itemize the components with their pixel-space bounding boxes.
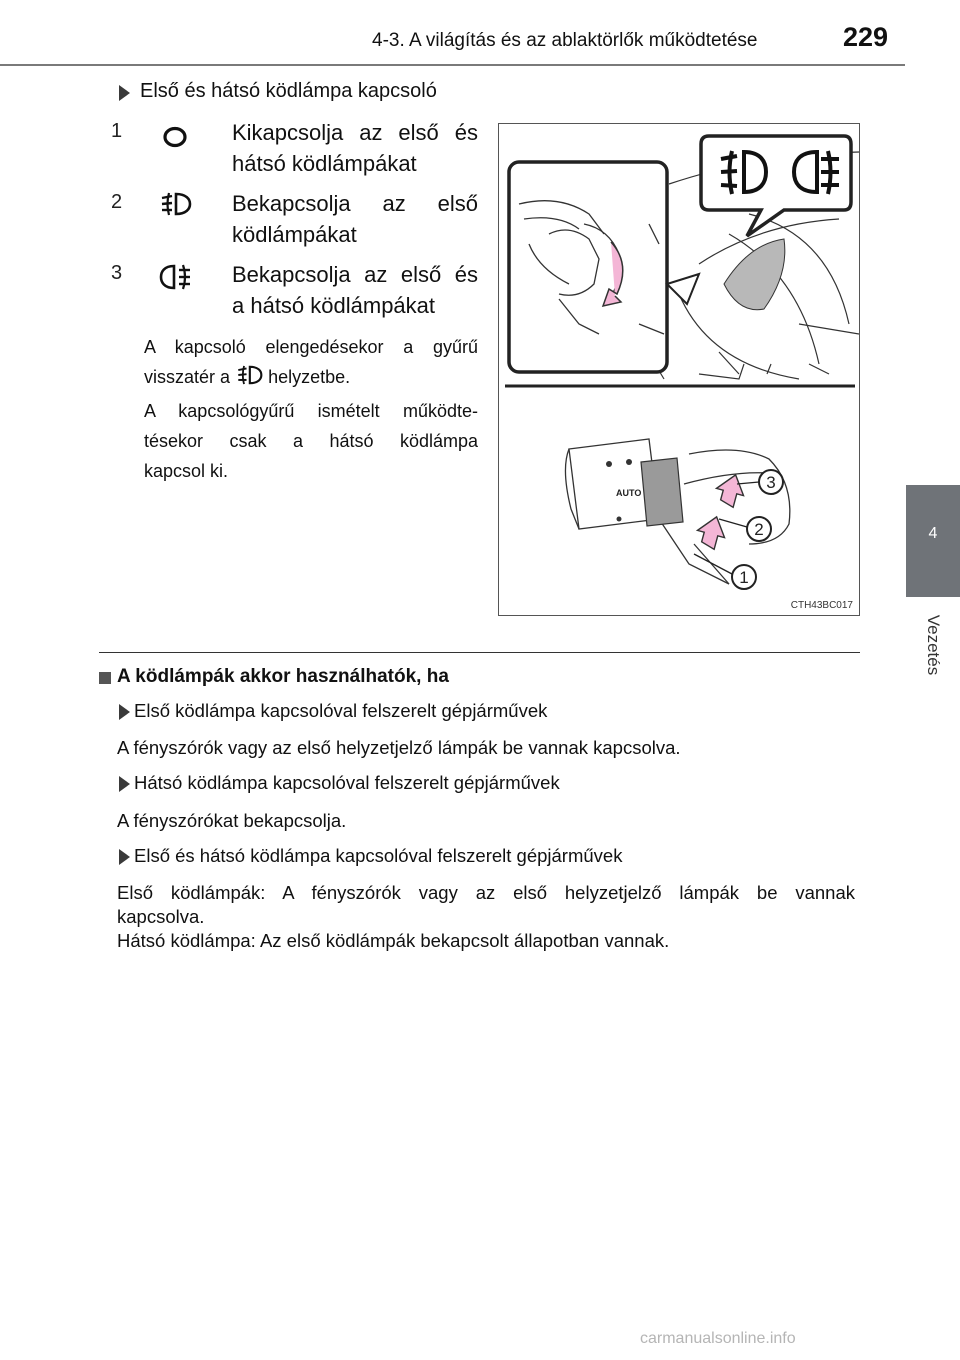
block-1-subheading: Első ködlámpa kapcsolóval felszerelt gépjárművek [134,700,548,721]
callout-3: 3 [766,473,776,492]
arrow-bullet-icon [119,776,130,792]
front-fog-lamp-icon [158,190,192,218]
section-title: A ködlámpák akkor használhatók, ha [117,666,449,687]
watermark: carmanualsonline.info [640,1330,796,1347]
note-1-prefix: visszatér a [144,367,231,387]
item-1-text [232,117,478,179]
note-1-suffix: helyzetbe. [268,367,351,387]
block-3-subheading: Első és hátsó ködlámpa kapcsolóval felszerelt gépjárművek [134,845,623,866]
note-1-line2 [144,362,478,392]
block-3-line3: Hátsó ködlámpa: Az első ködlámpák bekapcsolt állapotban vannak. [117,930,670,951]
item-1-line1: Kikapcsolja az első és [232,120,478,145]
block-1-text: A fényszórók vagy az első helyzetjelző lámpák be vannak kapcsolva. [117,737,681,758]
item-number-3: 3 [111,262,123,284]
block-3-line2: kapcsolva. [117,906,205,927]
callout-2: 2 [754,520,764,539]
arrow-bullet-icon [119,849,130,865]
page-number: 229 [843,22,889,52]
square-bullet-icon [99,672,111,684]
item-3-line1: Bekapcsolja az első és [232,262,478,287]
note-2-line3: kapcsol ki. [144,461,229,481]
chapter-label-text: Vezetés [924,614,943,676]
note-1-line1: A kapcsoló elengedésekor a gyűrű [144,337,478,357]
item-number-2: 2 [111,191,123,213]
arrow-bullet-icon [119,85,130,101]
callout-1: 1 [739,568,749,587]
block-2-subheading: Hátsó ködlámpa kapcsolóval felszerelt gépjárművek [134,772,560,793]
arrow-bullet-icon [119,704,130,720]
item-3-line2: a hátsó ködlámpákat [232,293,436,318]
top-subheading: Első és hátsó ködlámpa kapcsoló [140,80,437,102]
item-2-line1: Bekapcsolja az első [232,191,478,216]
item-2-text [232,188,478,250]
item-1-line2: hátsó ködlámpákat [232,151,417,176]
note-1 [144,332,478,392]
figure-code: CTH43BC017 [790,600,853,611]
note-2-line1: A kapcsológyűrű ismételt működte- [144,401,478,421]
section-divider [99,652,860,653]
rear-fog-lamp-icon [158,262,194,292]
front-fog-lamp-inline-icon [235,363,263,387]
item-number-1: 1 [111,120,123,142]
item-3-text [232,259,478,321]
chapter-number: 4 [928,525,938,542]
off-ring-icon [162,126,188,148]
block-3-line1: Első ködlámpák: A fényszórók vagy az első helyzetjelző lámpák be vannak [117,882,855,903]
switch-auto-label: AUTO [616,488,642,498]
chapter-label [906,600,960,690]
note-2-line2: tésekor csak a hátsó ködlámpa [144,431,478,451]
block-2-text: A fényszórókat bekapcsolja. [117,810,347,831]
item-2-line2: ködlámpákat [232,222,357,247]
illustration-drawing [499,124,859,615]
chapter-tab[interactable] [906,485,960,597]
header-rule [0,64,905,66]
block-3-text [117,881,855,953]
header-title: 4-3. A világítás és az ablaktörlők működtetése [372,30,758,51]
note-2 [144,396,478,486]
fog-switch-illustration [498,123,860,616]
